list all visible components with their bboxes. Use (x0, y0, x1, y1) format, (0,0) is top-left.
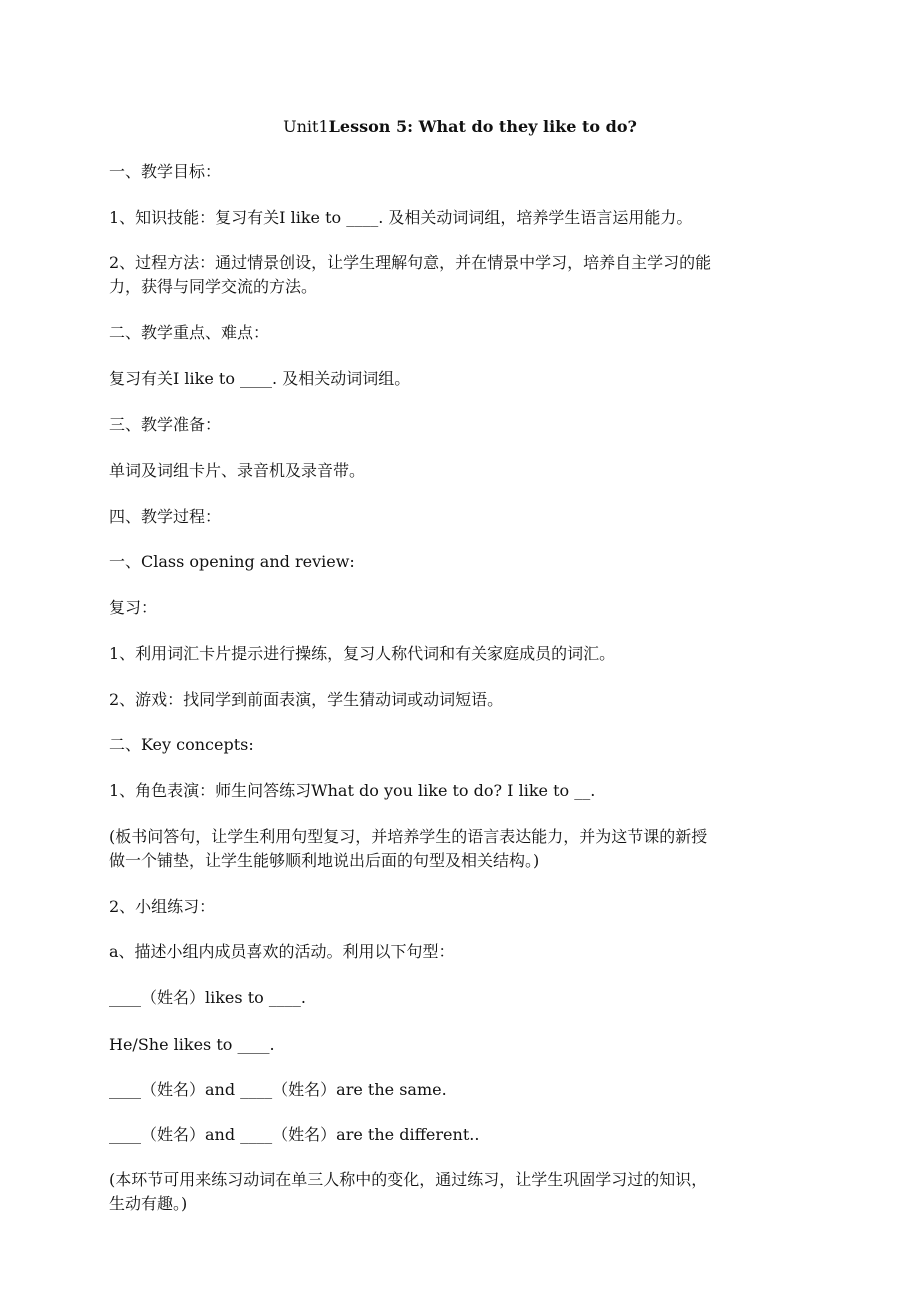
paragraph-line: 做一个铺垫，让学生能够顺利地说出后面的句型及相关结构。) (109, 851, 540, 870)
title-lesson: Lesson 5: What do they like to do? (328, 117, 637, 136)
sentence-pattern-4: ____（姓名）and ____（姓名）are the different.. (109, 1125, 480, 1144)
key-concepts-item-1: 1、角色表演：师生问答练习What do you like to do? I like to __. (109, 781, 596, 800)
key-concepts-note (109, 825, 809, 873)
sentence-pattern-2: He/She likes to ____. (109, 1035, 275, 1054)
paragraph-line: 生动有趣。) (109, 1194, 188, 1213)
section-heading-objectives: 一、教学目标： (109, 162, 222, 181)
paragraph-line: (本环节可用来练习动词在单三人称中的变化，通过练习，让学生巩固学习过的知识， (109, 1170, 708, 1189)
title-unit: Unit1 (283, 117, 329, 136)
preparation-text: 单词及词组卡片、录音机及录音带。 (109, 461, 366, 480)
section-heading-key-points: 二、教学重点、难点： (109, 323, 270, 342)
sentence-pattern-3: ____（姓名）and ____（姓名）are the same. (109, 1080, 447, 1099)
review-heading: 复习： (109, 598, 158, 617)
objective-knowledge-skills: 1、知识技能：复习有关I like to ____. 及相关动词词组，培养学生语言运用能力。 (109, 208, 693, 227)
section-heading-process: 四、教学过程： (109, 507, 222, 526)
key-points-text: 复习有关I like to ____. 及相关动词词组。 (109, 369, 411, 388)
objective-process-methods (109, 251, 809, 299)
section-heading-preparation: 三、教学准备： (109, 415, 222, 434)
document-title (0, 116, 920, 138)
group-practice-note (109, 1168, 809, 1216)
step-class-opening: 一、Class opening and review: (109, 552, 355, 571)
paragraph-line: 2、过程方法：通过情景创设，让学生理解句意，并在情景中学习，培养自主学习的能 (109, 253, 712, 272)
review-item-2: 2、游戏：找同学到前面表演，学生猜动词或动词短语。 (109, 690, 504, 709)
paragraph-line: (板书问答句，让学生利用句型复习，并培养学生的语言表达能力，并为这节课的新授 (109, 827, 708, 846)
sentence-pattern-1: ____（姓名）likes to ____. (109, 988, 306, 1007)
group-practice-item-a: a、描述小组内成员喜欢的活动。利用以下句型： (109, 942, 455, 961)
group-practice-heading: 2、小组练习： (109, 897, 216, 916)
paragraph-line: 力，获得与同学交流的方法。 (109, 277, 318, 296)
step-key-concepts: 二、Key concepts: (109, 735, 254, 754)
review-item-1: 1、利用词汇卡片提示进行操练，复习人称代词和有关家庭成员的词汇。 (109, 644, 616, 663)
